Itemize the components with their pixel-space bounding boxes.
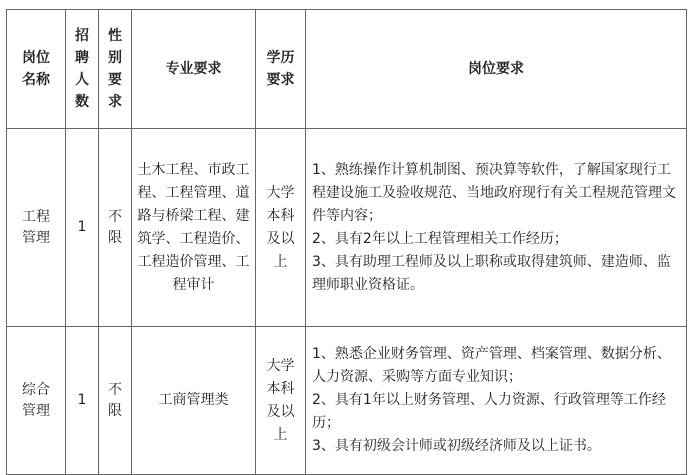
- requirement-item: 3、具有助理工程师及以上职称或取得建筑师、建造师、监理师职业资格证。: [312, 253, 671, 293]
- header-position-name-label: 岗位名称: [22, 50, 50, 88]
- cell-major: [132, 129, 256, 327]
- header-recruit-count-label: 招聘人数: [75, 28, 89, 110]
- requirement-item: 2、具有2年以上工程管理相关工作经历；: [312, 230, 568, 247]
- cell-requirements: [306, 129, 687, 327]
- gender-requirement: 不限: [108, 208, 122, 246]
- header-education: [256, 10, 306, 129]
- cell-education: [256, 129, 306, 327]
- header-requirements-label: 岗位要求: [468, 61, 524, 77]
- requirement-item: 1、熟练操作计算机制图、预决算等软件，了解国家现行工程建设施工及验收规范、当地政府现行有关工程规范管理文件等内容；: [312, 161, 676, 224]
- header-education-label: 学历要求: [266, 50, 295, 88]
- requirement-item: 1、熟悉企业财务管理、资产管理、档案管理、数据分析、人力资源、采购等方面专业知识；: [312, 346, 671, 385]
- job-requirements-table-container: [6, 9, 687, 475]
- requirement-item: 2、具有1年以上财务管理、人力资源、行政管理等工作经历；: [312, 392, 666, 431]
- education-requirement: 大学本科及以上: [266, 357, 295, 443]
- header-gender-label: 性别要求: [108, 28, 122, 110]
- gender-requirement: 不限: [108, 381, 122, 419]
- cell-recruit-count: [66, 129, 99, 327]
- position-name: 综合管理: [22, 381, 50, 419]
- header-position-name: [7, 10, 66, 129]
- position-name: 工程管理: [22, 208, 50, 246]
- table-header-row: [7, 10, 687, 129]
- recruit-count: 1: [77, 392, 87, 408]
- recruit-count: 1: [77, 219, 87, 235]
- cell-major: [132, 327, 256, 475]
- cell-gender: [99, 129, 132, 327]
- cell-position-name: [7, 129, 66, 327]
- major-requirement: 土木工程、市政工程、工程管理、道路与桥梁工程、建筑学、工程造价、工程造价管理、工程审计: [137, 161, 250, 293]
- requirement-item: 3、具有初级会计师或初级经济师及以上证书。: [312, 438, 601, 454]
- cell-recruit-count: [66, 327, 99, 475]
- cell-gender: [99, 327, 132, 475]
- job-requirements-table: [6, 9, 687, 475]
- cell-education: [256, 327, 306, 475]
- header-major-label: 专业要求: [165, 61, 222, 77]
- header-gender: [99, 10, 132, 129]
- cell-position-name: [7, 327, 66, 475]
- education-requirement: 大学本科及以上: [266, 184, 295, 270]
- table-row: [7, 327, 687, 475]
- major-requirement: 工商管理类: [158, 392, 229, 408]
- header-requirements: [306, 10, 687, 129]
- header-major: [132, 10, 256, 129]
- cell-requirements: [306, 327, 687, 475]
- table-row: [7, 129, 687, 327]
- header-recruit-count: [66, 10, 99, 129]
